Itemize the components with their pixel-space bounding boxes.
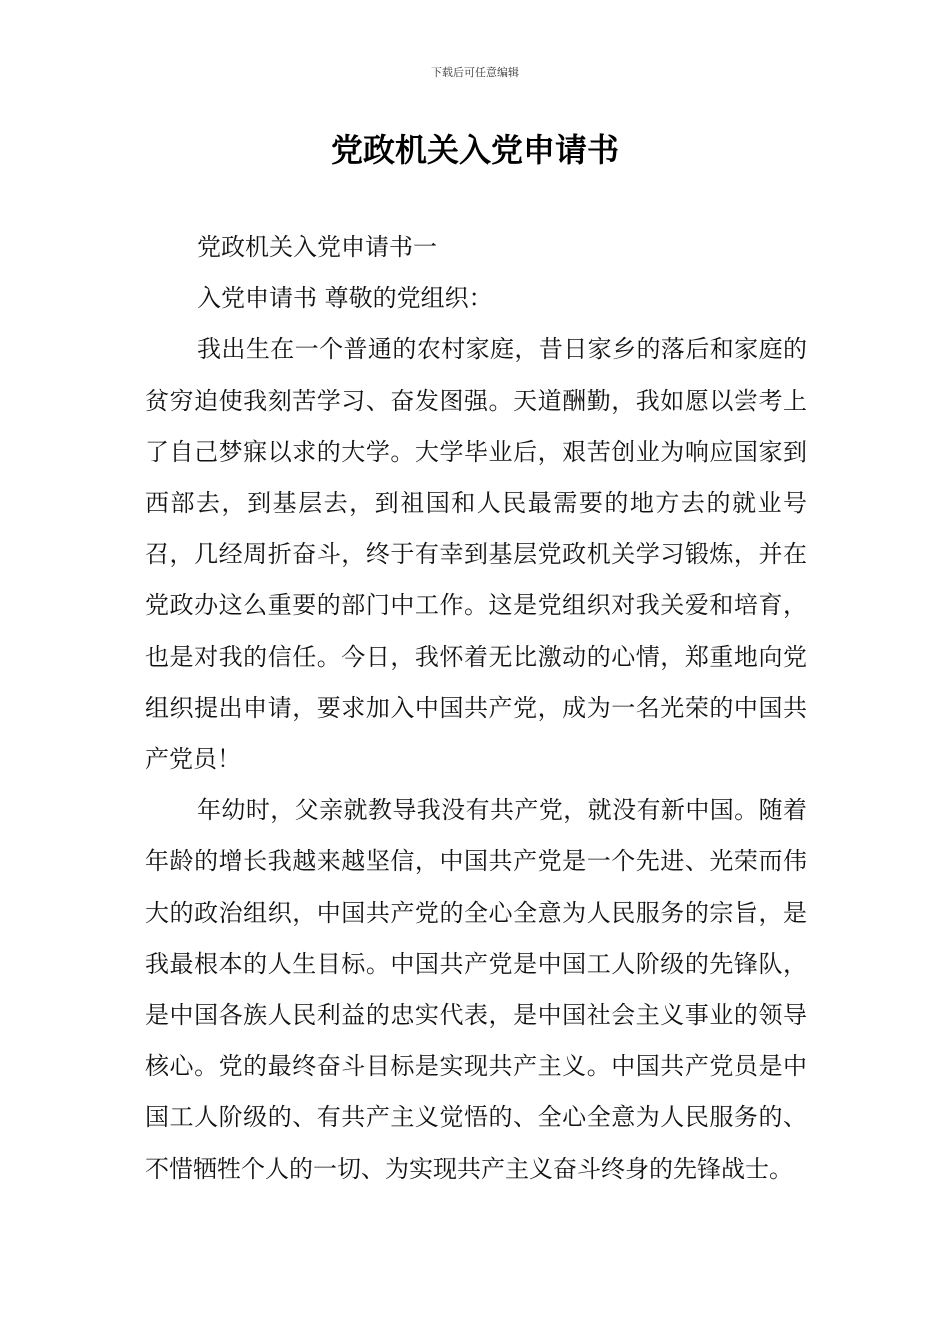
body-paragraph: 年幼时，父亲就教导我没有共产党，就没有新中国。随着年龄的增长我越来越坚信，中国共产党是一个先进、光荣而伟大的政治组织，中国共产党的全心全意为人民服务的宗旨，是我最根本的人生目标。中国共产党是中国工人阶级的先锋队，是中国各族人民利益的忠实代表，是中国社会主义事业的领导核心。党的最终奋斗目标是实现共产主义。中国共产党员是中国工人阶级的、有共产主义觉悟的、全心全意为人民服务的、不惜牺牲个人的一切、为实现共产主义奋斗终身的先锋战士。	[145, 796, 807, 1183]
document-title: 党政机关入党申请书	[330, 131, 619, 169]
salutation: 入党申请书 尊敬的党组织：	[197, 284, 493, 313]
document-body	[145, 222, 807, 1195]
section-heading: 党政机关入党申请书一	[197, 233, 437, 261]
body-paragraph: 我出生在一个普通的农村家庭，昔日家乡的落后和家庭的贫穷迫使我刻苦学习、奋发图强。天道酬勤，我如愿以尝考上了自己梦寐以求的大学。大学毕业后，艰苦创业为响应国家到西部去，到基层去，到祖国和人民最需要的地方去的就业号召，几经周折奋斗，终于有幸到基层党政机关学习锻炼，并在党政办这么重要的部门中工作。这是党组织对我关爱和培育，也是对我的信任。今日，我怀着无比激动的心情，郑重地向党组织提出申请，要求加入中国共产党，成为一名光荣的中国共产党员！	[145, 335, 807, 774]
header-note: 下载后可任意编辑	[431, 66, 519, 79]
